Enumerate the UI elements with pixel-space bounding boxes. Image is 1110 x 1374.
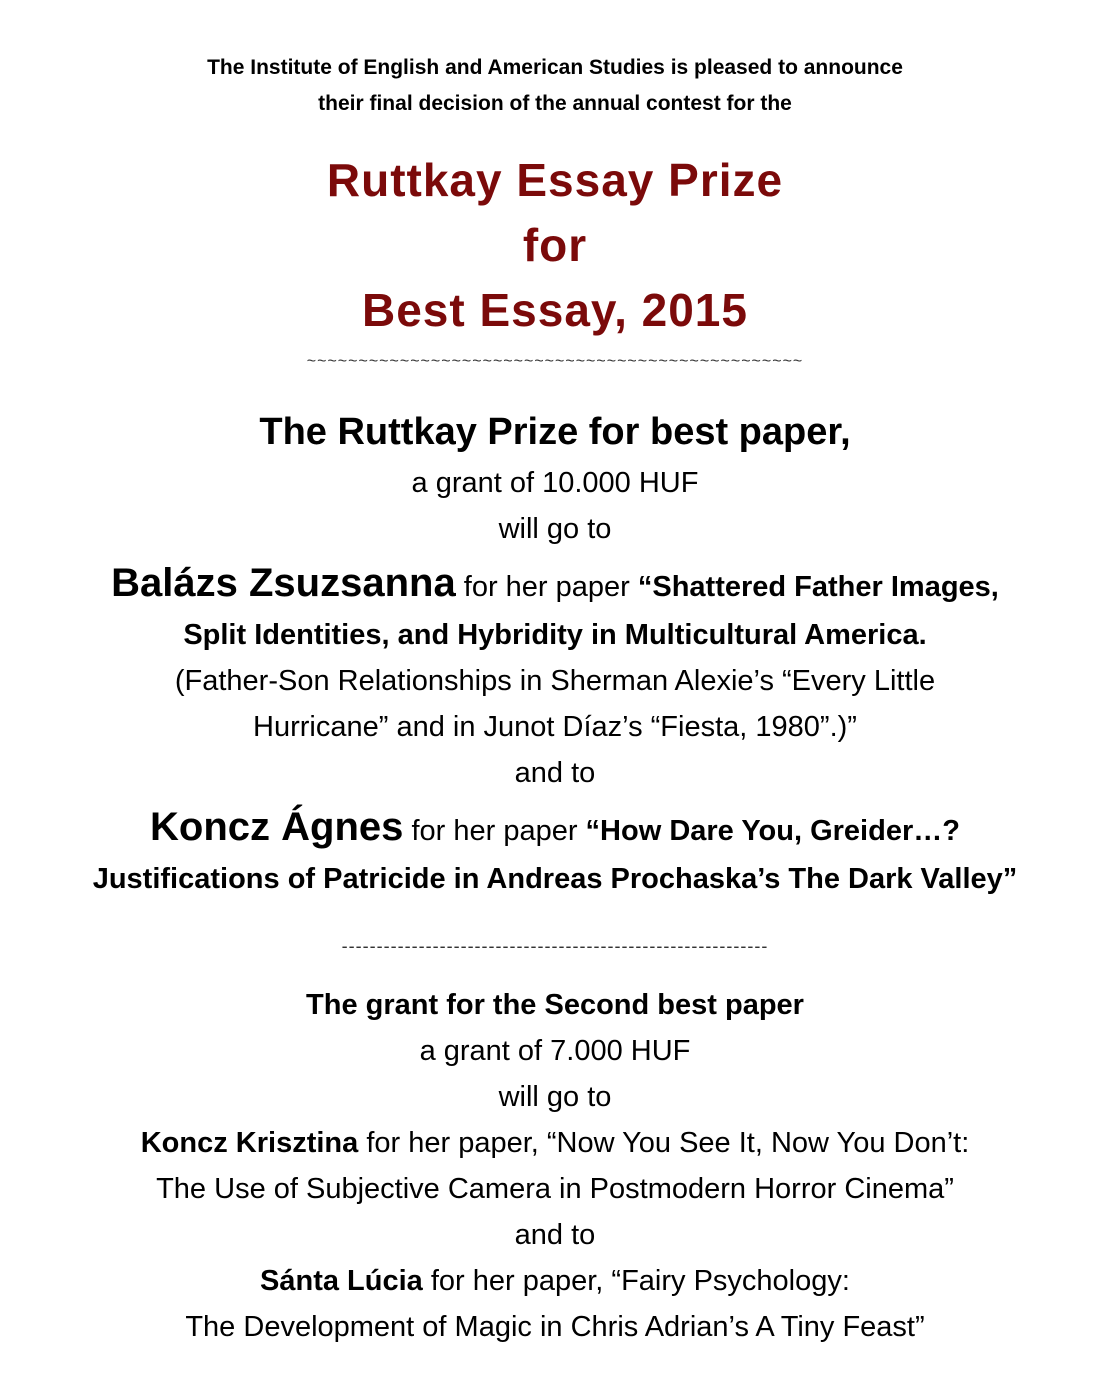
winner-1-for-text: for her paper bbox=[455, 571, 638, 603]
first-prize-will-go: will go to bbox=[498, 513, 612, 545]
winner-2-for-text: for her paper bbox=[403, 815, 586, 847]
intro-line-1: The Institute of English and American Studies is pleased to announce bbox=[207, 56, 903, 79]
second-winner-2-name: Sánta Lúcia bbox=[260, 1265, 423, 1297]
prize-title bbox=[0, 148, 1110, 343]
winner-1-title-c: (Father-Son Relationships in Sherman Alexie’s “Every Little bbox=[174, 665, 936, 697]
separator-top: ~~~~~~~~~~~~~~~~~~~~~~~~~~~~~~~~~~~~~~~~~~~~~~~~ bbox=[306, 353, 804, 370]
second-prize-will-go: will go to bbox=[498, 1081, 612, 1113]
first-prize-grant: a grant of 10.000 HUF bbox=[411, 467, 699, 499]
second-winner-1-line bbox=[0, 1120, 1110, 1166]
winner-2-line bbox=[0, 802, 1110, 856]
winner-1-title-d: Hurricane” and in Junot Díaz’s “Fiesta, 1980”.)” bbox=[253, 711, 857, 743]
second-prize-grant: a grant of 7.000 HUF bbox=[419, 1035, 691, 1067]
second-winner-1-name: Koncz Krisztina bbox=[140, 1127, 359, 1159]
winner-1-title-b: Split Identities, and Hybridity in Multicultural America. bbox=[183, 619, 927, 651]
intro-line-2: their final decision of the annual contest for the bbox=[318, 92, 792, 115]
intro-text bbox=[0, 50, 1110, 122]
title-line-3: Best Essay, 2015 bbox=[362, 284, 748, 336]
second-winner-2-title: The Development of Magic in Chris Adrian’s A Tiny Feast” bbox=[185, 1311, 925, 1343]
title-line-2: for bbox=[522, 219, 588, 271]
second-winner-2-line bbox=[0, 1258, 1110, 1304]
second-winner-1-title: The Use of Subjective Camera in Postmodern Horror Cinema” bbox=[156, 1173, 954, 1205]
winner-2-title-a: “How Dare You, Greider…? bbox=[585, 815, 960, 847]
first-prize-section bbox=[0, 460, 1110, 902]
winner-2-name: Koncz Ágnes bbox=[150, 805, 404, 849]
winner-2-title-b: Justifications of Patricide in Andreas Prochaska’s The Dark Valley” bbox=[92, 863, 1018, 895]
second-prize-and-to: and to bbox=[514, 1219, 596, 1251]
second-winner-2-for-text: for her paper, “Fairy Psychology: bbox=[422, 1265, 850, 1297]
second-prize-section bbox=[0, 982, 1110, 1350]
winner-1-line bbox=[0, 558, 1110, 612]
separator-middle: ------------------------------------------------------------- bbox=[341, 936, 769, 956]
second-prize-heading: The grant for the Second best paper bbox=[306, 989, 804, 1021]
first-prize-and-to: and to bbox=[514, 757, 596, 789]
first-prize-heading: The Ruttkay Prize for best paper, bbox=[259, 411, 851, 453]
title-line-1: Ruttkay Essay Prize bbox=[326, 154, 784, 206]
winner-1-name: Balázs Zsuzsanna bbox=[111, 561, 456, 605]
second-winner-1-for-text: for her paper, “Now You See It, Now You Don’t: bbox=[358, 1127, 970, 1159]
winner-1-title-a: “Shattered Father Images, bbox=[637, 571, 999, 603]
